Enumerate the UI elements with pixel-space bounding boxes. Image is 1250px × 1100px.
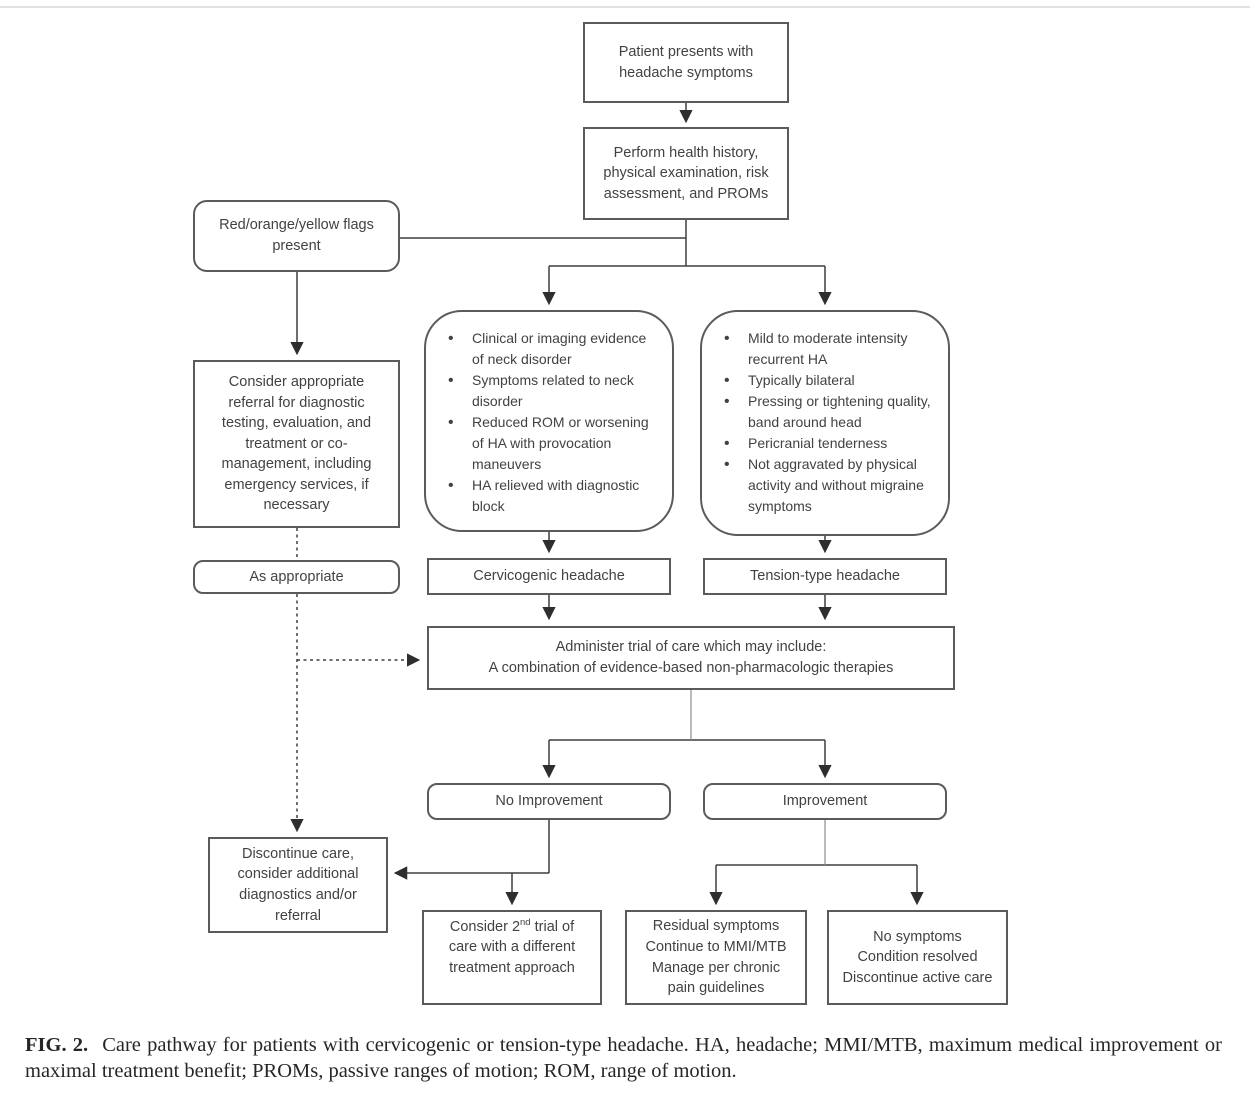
- node-no-symptoms: [827, 910, 1008, 1005]
- node-cervicogenic-label: [427, 558, 671, 595]
- node-flags-present-text: Red/orange/yellow flags present: [219, 217, 374, 254]
- node-no-improvement: [427, 783, 671, 820]
- node-line: No symptoms: [873, 928, 962, 945]
- node-consider-referral: [193, 360, 400, 528]
- node-line: Residual symptoms: [652, 918, 780, 935]
- criteria-bullet: • Typically bilateral: [718, 370, 934, 391]
- node-tension-label: [703, 558, 947, 595]
- node-residual-symptoms: [625, 910, 807, 1005]
- node-second-trial-text: Consider 2nd trial of care with a different treatment approach: [448, 916, 576, 976]
- node-administer-trial-line1: Administer trial of care which may include:: [555, 639, 827, 656]
- node-patient-presents-text: Patient presents with headache symptoms: [618, 43, 754, 81]
- tension-criteria-list: [718, 328, 934, 517]
- node-line: Manage per chronic pain guidelines: [651, 959, 781, 997]
- node-perform-history: [583, 127, 789, 220]
- node-administer-trial-line2: A combination of evidence-based non-pharmacologic therapies: [488, 660, 894, 676]
- node-tension-label-text: Tension-type headache: [750, 568, 900, 585]
- node-cervicogenic-criteria: [424, 310, 674, 532]
- no-symptoms-lines: [843, 927, 993, 989]
- node-line: Continue to MMI/MTB: [645, 938, 787, 955]
- node-as-appropriate: [193, 560, 400, 594]
- ordinal-superscript: nd: [520, 916, 531, 928]
- cervicogenic-criteria-list: [442, 328, 658, 517]
- node-patient-presents: [583, 22, 789, 103]
- figure-caption-text: Care pathway for patients with cervicogenic or tension-type headache. HA, headache; MMI/MTB, maximum medical improvement or maximal treatment benefit; PROMs, passive ranges of motion; ROM, range of motion.: [25, 1034, 1222, 1083]
- node-discontinue-care-text: Discontinue care, consider additional diagnostics and/or referral: [237, 845, 359, 924]
- node-discontinue-care: [208, 837, 388, 933]
- criteria-bullet: • Symptoms related to neck disorder: [442, 370, 658, 412]
- node-line: Discontinue active care: [842, 969, 993, 986]
- criteria-bullet: • Reduced ROM or worsening of HA with provocation maneuvers: [442, 412, 658, 475]
- node-improvement: [703, 783, 947, 820]
- figure-caption-label: FIG. 2.: [25, 1034, 89, 1056]
- criteria-bullet: • Pressing or tightening quality, band around head: [718, 391, 934, 433]
- node-line: Condition resolved: [857, 949, 978, 966]
- node-cervicogenic-label-text: Cervicogenic headache: [473, 568, 625, 585]
- node-as-appropriate-text: As appropriate: [249, 568, 344, 585]
- node-flags-present: [193, 200, 400, 272]
- criteria-bullet: • Not aggravated by physical activity and without migraine symptoms: [718, 454, 934, 517]
- node-improvement-text: Improvement: [782, 793, 868, 810]
- node-perform-history-text: Perform health history, physical examination, risk assessment, and PROMs: [603, 144, 769, 202]
- residual-symptoms-lines: [637, 916, 795, 998]
- node-second-trial: [422, 910, 602, 1005]
- criteria-bullet: • HA relieved with diagnostic block: [442, 475, 658, 517]
- criteria-bullet: • Clinical or imaging evidence of neck disorder: [442, 328, 658, 370]
- node-tension-criteria: [700, 310, 950, 536]
- figure-caption: [25, 1032, 1222, 1084]
- node-consider-referral-text: Consider appropriate referral for diagnostic testing, evaluation, and treatment or co-management, including emergency services, if necessary: [221, 373, 372, 514]
- criteria-bullet: • Mild to moderate intensity recurrent HA: [718, 328, 934, 370]
- node-administer-trial: [427, 626, 955, 690]
- node-no-improvement-text: No Improvement: [495, 793, 603, 810]
- criteria-bullet: • Pericranial tenderness: [718, 433, 934, 454]
